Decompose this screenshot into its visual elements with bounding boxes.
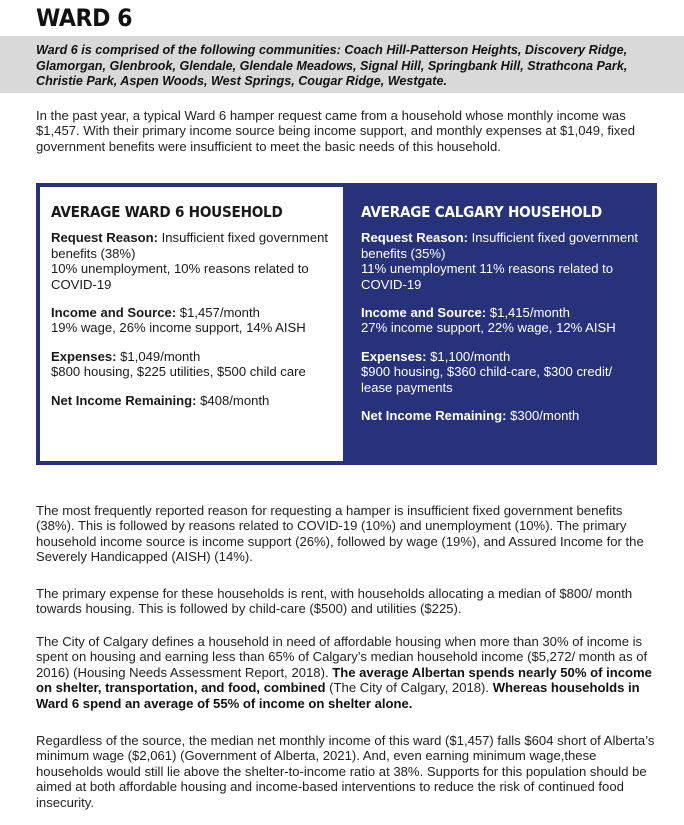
reasons-paragraph: The most frequently reported reason for requesting a hamper is insufficient fixed government benefits (38%). This is followed by reasons related to COVID-19 (10%) and unemployment (10%). The primary household income source is income support (26%), followed by wage (19%), and Assured Income for the Severely Handicapped (AISH) (14%). [36,503,644,565]
calgary-income-source: Income and Source: $1,415/month 27% income support, 22% wage, 12% AISH [361,305,616,336]
ward-request-reason: Request Reason: Insufficient fixed government benefits (38%) 10% unemployment, 10% reasons related to COVID-19 [51,230,329,292]
page-title: WARD 6 [36,4,133,32]
intro-paragraph: In the past year, a typical Ward 6 hamper request came from a household whose monthly income was $1,457. With their primary income source being income support, and monthly expenses at $1,049, fixed government benefits were insufficient to meet the basic needs of this household. [36,108,636,154]
expenses-paragraph: The primary expense for these households is rent, with households allocating a median of $800/ month towards housing. This is followed by child-care ($500) and utilities ($225). [36,586,633,617]
communities-text: Ward 6 is comprised of the following communities: Coach Hill-Patterson Heights, Discovery Ridge, Glamorgan, Glenbrook, Glendale, Glendale Meadows, Signal Hill, Springbank Hill, Strathcona Park, Christie Park, Aspen Woods, West Springs, Cougar Ridge, Westgate. [36,43,628,88]
calgary-expenses: Expenses: $1,100/month $900 housing, $360 child-care, $300 credit/ lease payments [361,348,613,395]
calgary-request-reason: Request Reason: Insufficient fixed government benefits (35%) 11% unemployment 11% reasons related to COVID-19 [361,230,639,292]
affordability-paragraph: The City of Calgary defines a household in need of affordable housing when more than 30% of income is spent on housing and earning less than 65% of Calgary’s median household income ($5,272/ month as of 2016) (Housing Needs Assessment Report, 2018). The average Albertan spends nearly 50% of income on shelter, transportation, and food, combined (The City of Calgary, 2018). Whereas households in Ward 6 spend an average of 55% of income on shelter alone. [36,634,652,711]
ward-income-source: Income and Source: $1,457/month 19% wage, 26% income support, 14% AISH [51,305,306,336]
ward-net-income: Net Income Remaining: $408/month [51,392,270,408]
calgary-household-heading: AVERAGE CALGARY HOUSEHOLD [361,203,602,221]
ward-household-heading: AVERAGE WARD 6 HOUSEHOLD [51,203,283,221]
ward-expenses: Expenses: $1,049/month $800 housing, $225 utilities, $500 child care [51,348,306,380]
conclusion-paragraph: Regardless of the source, the median net monthly income of this ward ($1,457) falls $604 short of Alberta’s minimum wage ($2,061) (Government of Alberta, 2021). And, even earning minimum wage,these households would still lie above the shelter-to-income ratio at 38%. Supports for this population should be aimed at both affordable housing and income-based interventions to reduce the risk of continued food insecurity. [36,733,655,810]
calgary-net-income: Net Income Remaining: $300/month [361,408,580,424]
ward-household-column [51,205,331,421]
calgary-household-column [361,205,646,436]
